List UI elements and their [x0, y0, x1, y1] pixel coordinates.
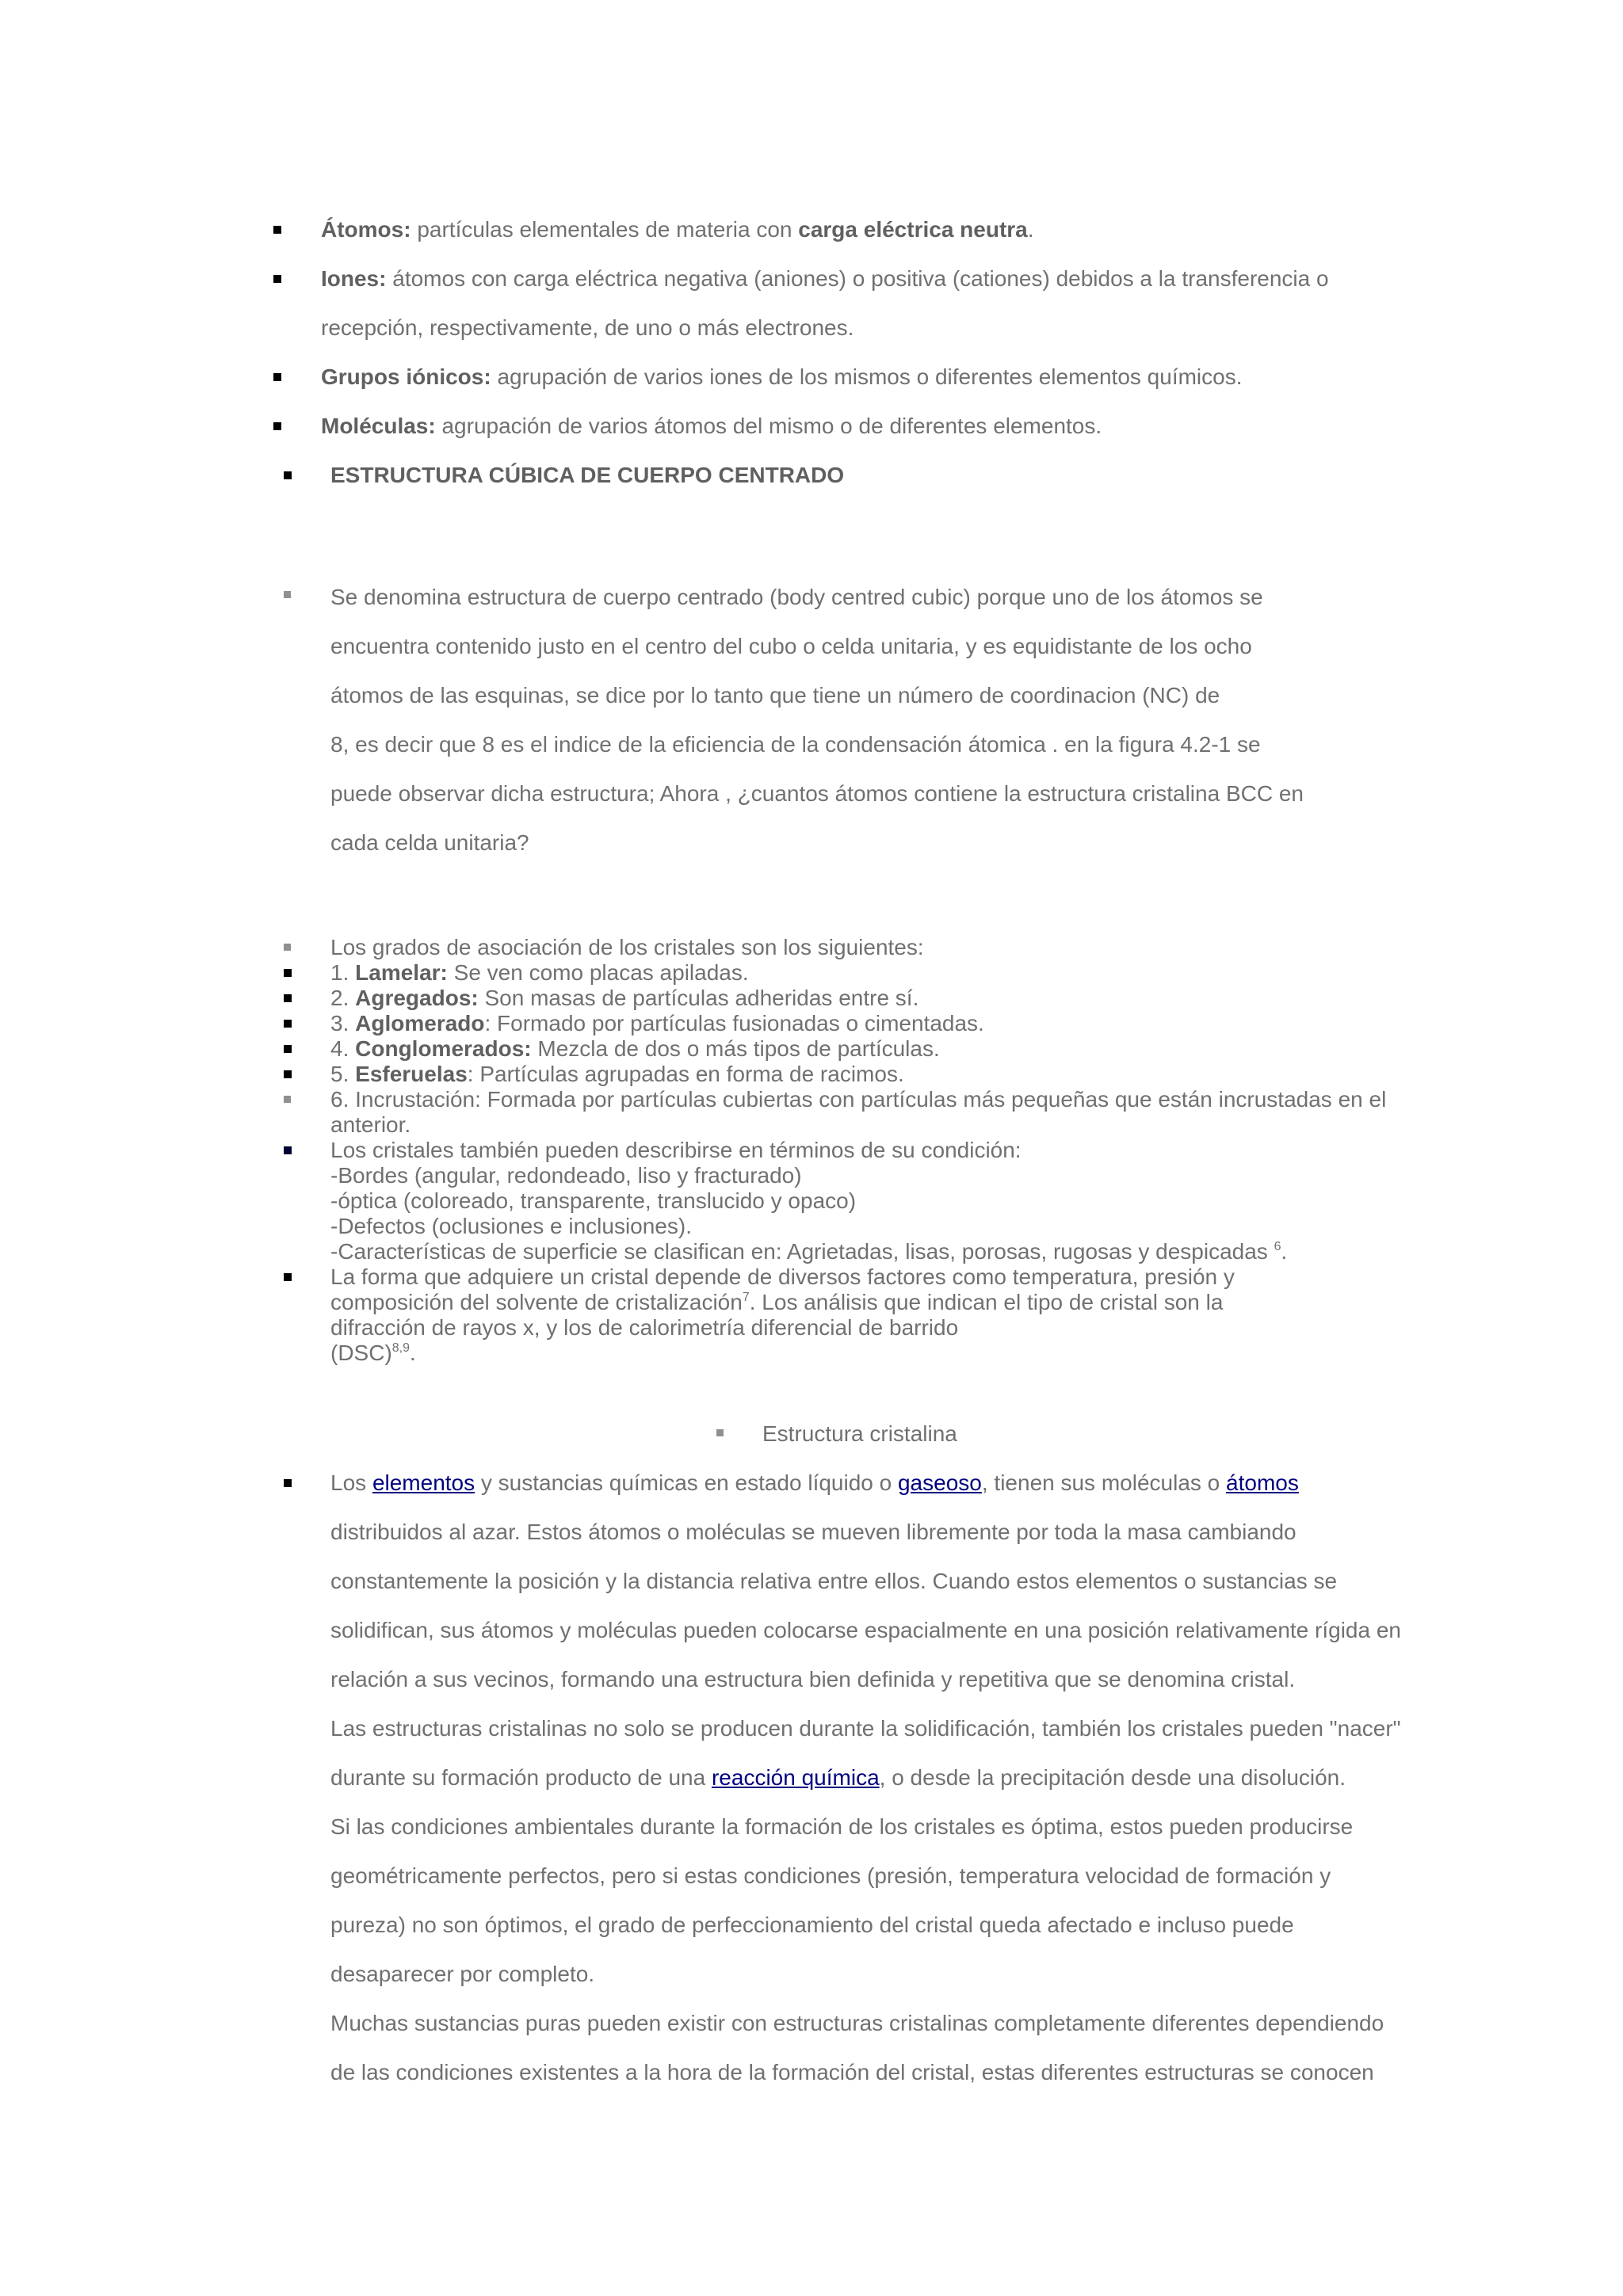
bullet-icon: [284, 1273, 292, 1281]
list-item-aglomerado: 3. Aglomerado: Formado por partículas fusionadas o cimentadas.: [0, 1011, 1623, 1036]
paragraph-line: constantemente la posición y la distancia relativa entre ellos. Cuando estos elementos o sustancias se: [330, 1569, 1338, 1593]
estructura-section: [0, 1409, 1623, 2097]
paragraph-line: solidifican, sus átomos y moléculas pueden colocarse espacialmente en una posición relativamente rígida en: [330, 1618, 1401, 1642]
condicion-line: -Defectos (oclusiones e inclusiones).: [330, 1214, 692, 1238]
section-heading-bcc: ESTRUCTURA CÚBICA DE CUERPO CENTRADO: [0, 451, 1623, 500]
paragraph-line: cada celda unitaria?: [330, 830, 529, 855]
paragraph-line: Si las condiciones ambientales durante la formación de los cristales es óptima, estos pueden producirse: [330, 1814, 1354, 1839]
list-item-condicion: Los cristales también pueden describirse en términos de su condición:: [0, 1138, 1623, 1163]
paragraph-line: Las estructuras cristalinas no solo se producen durante la solidificación, también los cristales pueden "nacer": [330, 1716, 1401, 1741]
list-item-grados-intro: Los grados de asociación de los cristales son los siguientes:: [0, 935, 1623, 960]
condicion-line: -óptica (coloreado, transparente, translucido y opaco): [330, 1188, 857, 1213]
grados-list: [0, 935, 1623, 1366]
condicion-line: -Bordes (angular, redondeado, liso y fracturado): [330, 1163, 802, 1188]
paragraph-line: Los elementos y sustancias químicas en estado líquido o gaseoso, tienen sus moléculas o átomos: [0, 1459, 1623, 1508]
forma-line: (DSC)$^{8,9}$.: [330, 1341, 416, 1365]
bullet-icon: [716, 1429, 724, 1436]
forma-line: composición del solvente de cristalización$^7$. Los análisis que indican el tipo de cristal son la: [330, 1290, 1224, 1314]
link-gaseoso[interactable]: gaseoso: [897, 1470, 982, 1495]
paragraph-line: desaparecer por completo.: [330, 1962, 595, 1986]
term-moleculas: Moléculas:: [321, 414, 436, 438]
bullet-icon: [284, 1096, 291, 1103]
term-atomos: Átomos:: [321, 217, 411, 242]
paragraph-line: durante su formación producto de una reacción química, o desde la precipitación desde una disolución.: [330, 1765, 1346, 1790]
paragraph-line: Se denomina estructura de cuerpo centrado (body centred cubic) porque uno de los átomos se: [330, 585, 1263, 609]
forma-line: difracción de rayos x, y los de calorimetría diferencial de barrido: [330, 1315, 959, 1340]
list-item-grupos: Grupos iónicos: agrupación de varios iones de los mismos o diferentes elementos químicos.: [0, 353, 1623, 402]
paragraph-line: pureza) no son óptimos, el grado de perfeccionamiento del cristal queda afectado e incluso puede: [330, 1913, 1294, 1937]
list-item-atomos: Átomos: partículas elementales de materia con carga eléctrica neutra.: [0, 205, 1623, 254]
bullet-icon: [284, 1020, 292, 1028]
paragraph-line: encuentra contenido justo en el centro del cubo o celda unitaria, y es equidistante de los ocho: [330, 634, 1252, 658]
link-reaccion-quimica[interactable]: reacción química: [711, 1765, 880, 1790]
paragraph-line: Muchas sustancias puras pueden existir con estructuras cristalinas completamente diferentes dependiendo: [330, 2011, 1384, 2035]
list-item-moleculas: Moléculas: agrupación de varios átomos del mismo o de diferentes elementos.: [0, 402, 1623, 451]
paragraph-line: puede observar dicha estructura; Ahora , ¿cuantos átomos contiene la estructura cristalina BCC en: [330, 781, 1304, 806]
bullet-icon: [284, 1146, 292, 1154]
bullet-icon: [284, 1045, 292, 1053]
paragraph-line: geométricamente perfectos, pero si estas condiciones (presión, temperatura velocidad de formación y: [330, 1863, 1331, 1888]
bullet-icon: [284, 944, 291, 951]
list-item-agregados: 2. Agregados: Son masas de partículas adheridas entre sí.: [0, 986, 1623, 1011]
list-item-forma: La forma que adquiere un cristal depende de diversos factores como temperatura, presión y: [0, 1264, 1623, 1290]
paragraph-line: relación a sus vecinos, formando una estructura bien definida y repetitiva que se denomina cristal.: [330, 1667, 1296, 1691]
bullet-icon: [284, 1479, 292, 1487]
bullet-icon: [273, 373, 281, 381]
term-iones: Iones:: [321, 266, 387, 291]
paragraph-line: de las condiciones existentes a la hora de la formación del cristal, estas diferentes estructuras se conocen: [330, 2060, 1374, 2084]
paragraph-line: 8, es decir que 8 es el indice de la eficiencia de la condensación átomica . en la figura 4.2-1 se: [330, 732, 1261, 757]
paragraph-line: distribuidos al azar. Estos átomos o moléculas se mueven libremente por toda la masa cambiando: [330, 1520, 1296, 1544]
bullet-icon: [284, 471, 292, 479]
intro-list: [0, 205, 1623, 500]
condicion-line: -Características de superficie se clasifican en: Agrietadas, lisas, porosas, rugosas y despicadas $^6$.: [330, 1239, 1288, 1264]
bullet-icon: [273, 422, 281, 430]
list-item-iones-cont: recepción, respectivamente, de uno o más electrones.: [321, 315, 854, 340]
bcc-paragraph: [0, 573, 1623, 868]
link-elementos[interactable]: elementos: [372, 1470, 475, 1495]
bullet-icon: [284, 1070, 292, 1078]
list-item-incrustacion: 6. Incrustación: Formada por partículas cubiertas con partículas más pequeñas que están incrustadas en el: [0, 1087, 1623, 1112]
list-item-incrustacion-cont: anterior.: [330, 1112, 411, 1137]
list-item-conglomerados: 4. Conglomerados: Mezcla de dos o más tipos de partículas.: [0, 1036, 1623, 1062]
list-item-iones: Iones: átomos con carga eléctrica negativa (aniones) o positiva (cationes) debidos a la transferencia o: [0, 254, 1623, 303]
term-grupos: Grupos iónicos:: [321, 364, 491, 389]
link-atomos[interactable]: átomos: [1226, 1470, 1299, 1495]
bullet-icon: [273, 226, 281, 234]
list-item-esferuelas: 5. Esferuelas: Partículas agrupadas en forma de racimos.: [0, 1062, 1623, 1087]
bullet-icon: [284, 969, 292, 977]
list-item-lamelar: 1. Lamelar: Se ven como placas apiladas.: [0, 960, 1623, 986]
paragraph-line: átomos de las esquinas, se dice por lo tanto que tiene un número de coordinacion (NC) de: [330, 683, 1220, 707]
bullet-icon: [284, 994, 292, 1002]
section-heading-estructura: Estructura cristalina: [0, 1409, 1623, 1459]
bullet-icon: [273, 275, 281, 283]
